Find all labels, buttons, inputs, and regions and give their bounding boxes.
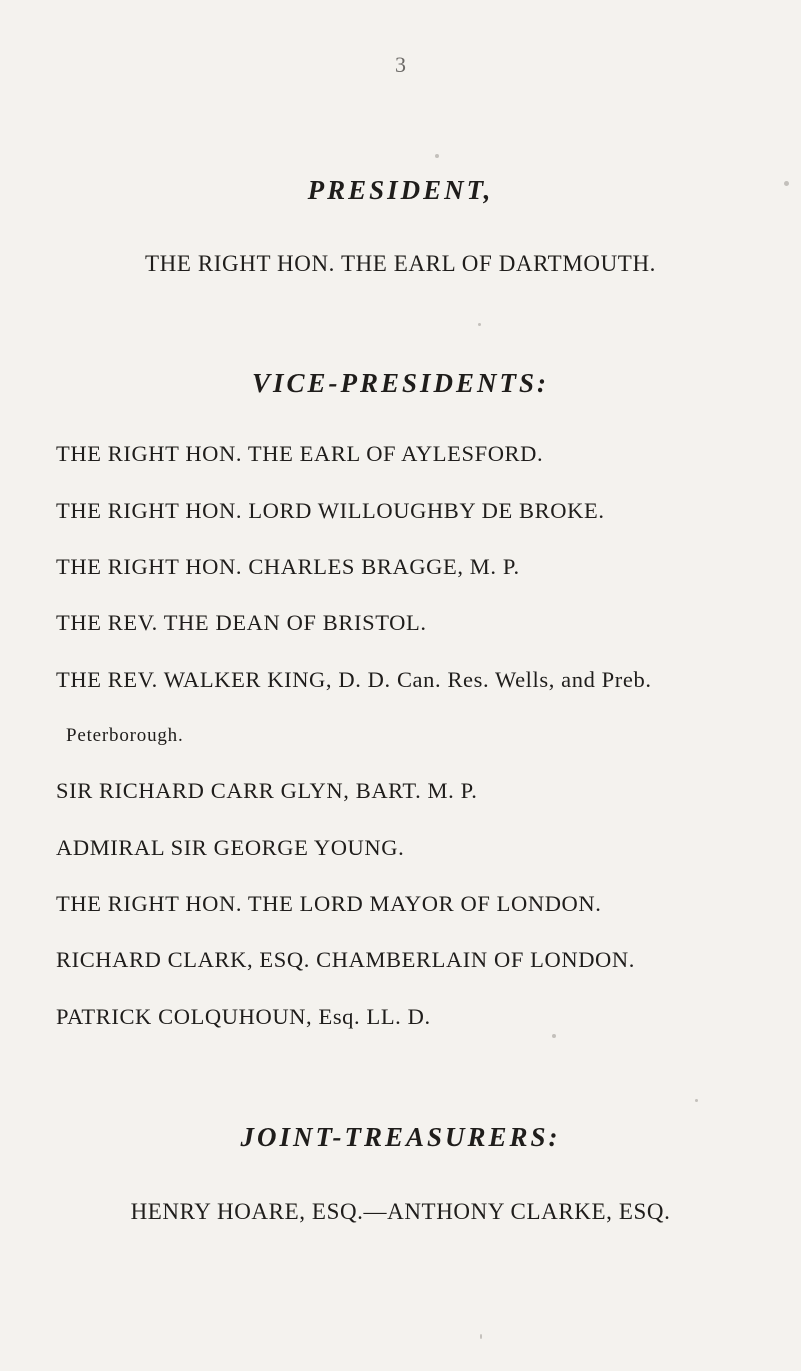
vice-presidents-heading: VICE-PRESIDENTS:	[251, 368, 550, 398]
vice-president-entry: THE RIGHT HON. THE EARL OF AYLESFORD.	[56, 441, 544, 466]
vice-president-entry-continuation: Peterborough.	[66, 725, 184, 746]
joint-treasurers-heading: JOINT-TREASURERS:	[240, 1122, 561, 1152]
vice-president-entry: THE RIGHT HON. LORD WILLOUGHBY DE BROKE.	[56, 498, 605, 523]
president-name: THE RIGHT HON. THE EARL OF DARTMOUTH.	[144, 251, 657, 276]
vice-president-entry: SIR RICHARD CARR GLYN, BART. M. P.	[56, 778, 478, 803]
joint-treasurers-names: HENRY HOARE, ESQ.—ANTHONY CLARKE, ESQ.	[130, 1199, 671, 1224]
vice-president-entry: THE RIGHT HON. THE LORD MAYOR OF LONDON.	[56, 891, 602, 916]
vice-president-entry: PATRICK COLQUHOUN, Esq. LL. D.	[56, 1004, 431, 1029]
vice-president-entry: THE RIGHT HON. CHARLES BRAGGE, M. P.	[56, 554, 520, 579]
paper-speck	[784, 181, 789, 186]
president-heading: PRESIDENT,	[307, 175, 494, 205]
vice-president-entry: THE REV. THE DEAN OF BRISTOL.	[56, 610, 427, 635]
paper-speck	[480, 1334, 482, 1339]
vice-president-entry: RICHARD CLARK, ESQ. CHAMBERLAIN OF LONDON.	[56, 947, 635, 972]
vice-president-entry: THE REV. WALKER KING, D. D. Can. Res. Wells, and Preb.	[56, 667, 652, 692]
vice-president-entry: ADMIRAL SIR GEORGE YOUNG.	[56, 835, 405, 860]
paper-speck	[435, 154, 439, 158]
paper-speck	[478, 323, 481, 326]
paper-speck	[695, 1099, 698, 1102]
page-number: 3	[395, 52, 406, 77]
paper-speck	[552, 1034, 556, 1038]
